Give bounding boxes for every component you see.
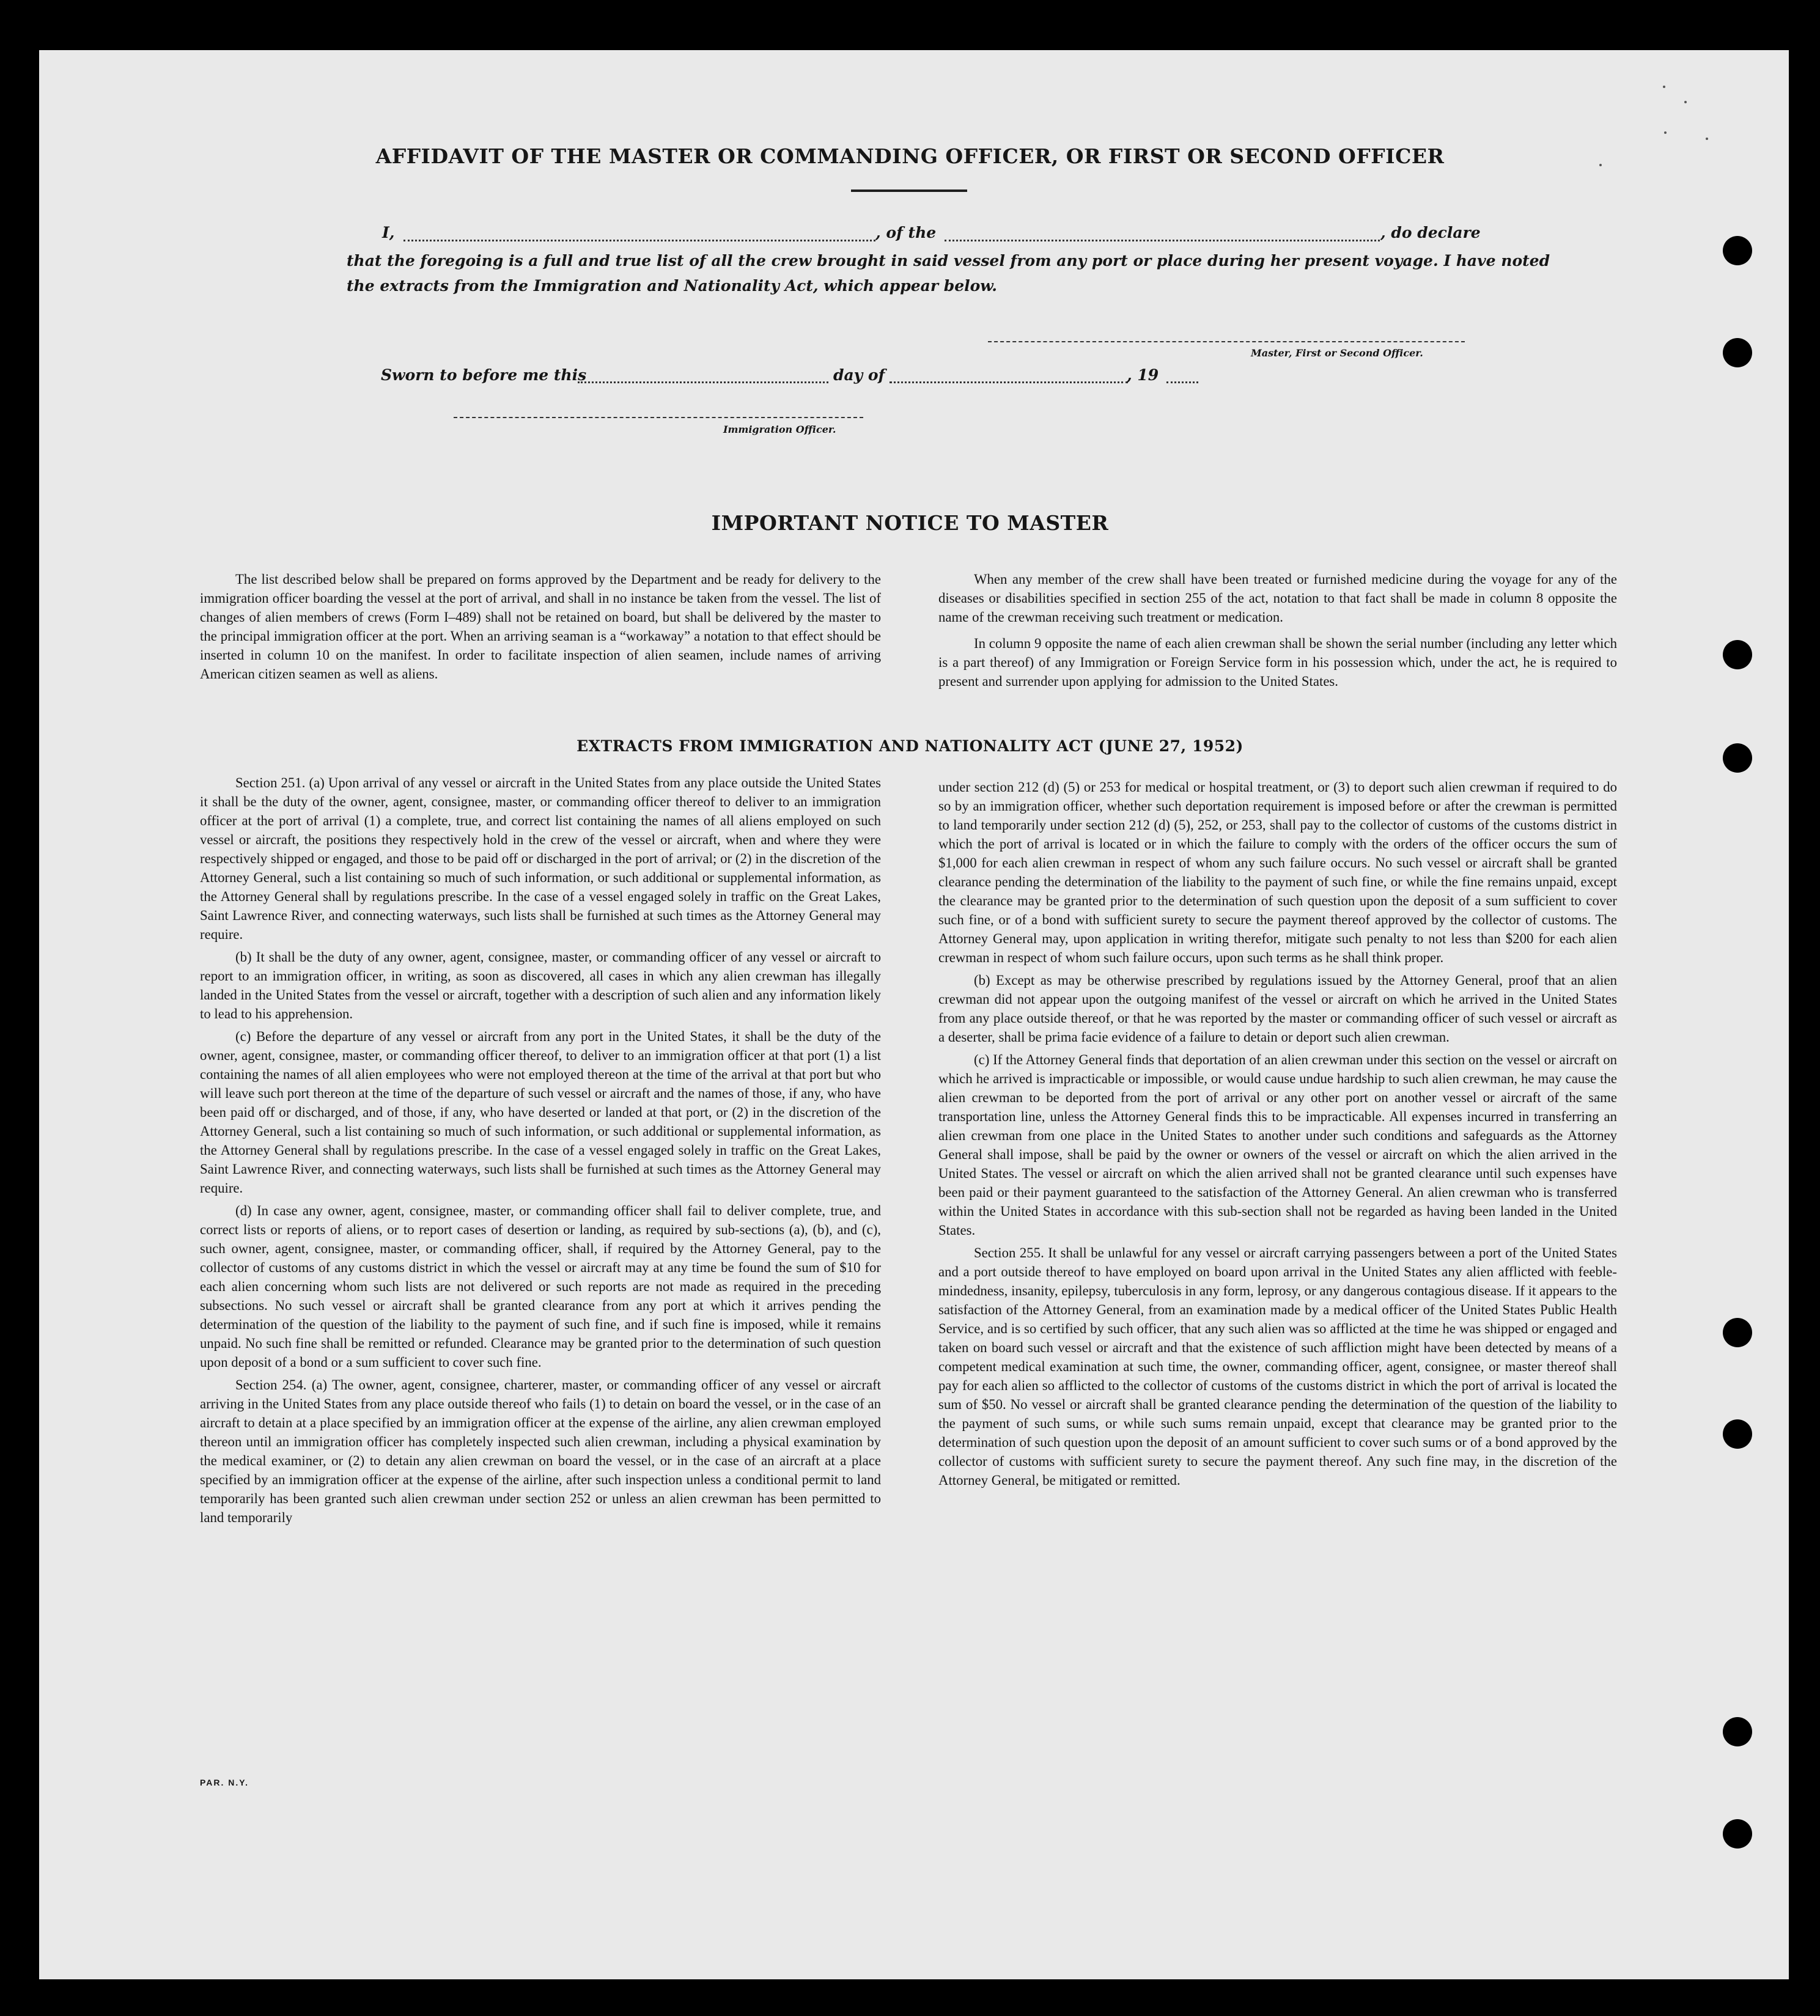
binder-hole xyxy=(1723,1419,1752,1449)
do-declare-label: , do declare xyxy=(1380,224,1481,241)
extracts-right-column xyxy=(938,778,1617,1490)
binder-hole xyxy=(1723,640,1752,669)
section-251-d: (d) In case any owner, agent, consignee, master, or commanding officer shall fail to deliver complete, true, and correct lists or reports of aliens, or to report cases of desertion or landing, as required by sub-sections (a), (b), and (c), such owner, agent, consignee, master, or commanding officer, shall, if required by the Attorney General, pay to the collector of customs of any customs district in which the vessel or aircraft may at any time be found the sum of $10 for each alien concerning whom such lists are not delivered or such reports are not made as required in the preceding subsections. No such vessel or aircraft shall be granted clearance from any port at which it arrives pending the determination of the question of the liability to the payment of such fine, and if such fine is imposed, while it remains unpaid. No such fine shall be remitted or refunded. Clearance may be granted prior to the determination of such question upon deposit of a bond or a sum sufficient to cover such fine. xyxy=(200,1203,881,1370)
printer-mark: PAR. N.Y. xyxy=(200,1778,249,1787)
title-rule xyxy=(851,189,967,192)
speck xyxy=(1664,131,1667,134)
section-254-c: (c) If the Attorney General finds that deportation of an alien crewman under this section on the vessel or aircraft on which he arrived is impracticable or impossible, or would cause undue hardship to such alien crewman, he may cause the alien crewman to be deported from the port of arrival or any other port on another vessel or aircraft of the same transportation line, unless the Attorney General finds this to be impracticable. All expenses incurred in transferring an alien crewman from one place in the United States to another under such conditions and safeguards as the Attorney General shall impose, shall be paid by the owner or owners of the vessel or aircraft on which the alien arrived in the United States. The vessel or aircraft on which the alien arrived shall not be granted clearance until such expenses have been paid or their payment guaranteed to the satisfaction of the Attorney General. An alien crewman who is transferred within the United States in accordance with this sub-section shall not be regarded as having been landed in the United States. xyxy=(938,1052,1617,1238)
notice-title: IMPORTANT NOTICE TO MASTER xyxy=(711,511,1109,535)
master-signature-line[interactable] xyxy=(988,330,1465,342)
immigration-officer-signature-line[interactable] xyxy=(454,406,863,418)
section-251-a: Section 251. (a) Upon arrival of any vessel or aircraft in the United States from any place outside the United States it shall be the duty of the owner, agent, consignee, master, or commanding officer thereof to deliver to an immigration officer at the port of arrival (1) a complete, true, and correct list containing the names of all aliens employed on such vessel or aircraft, the positions they respectively hold in the crew of the vessel or aircraft, when and where they were respectively shipped or engaged, and those to be paid off or discharged in the port of arrival; or (2) in the discretion of the Attorney General, such a list containing so much of such information, or such additional or supplemental information, as the Attorney General shall by regulations prescribe. In the case of a vessel engaged solely in traffic on the Great Lakes, Saint Lawrence River, and connecting waterways, such lists shall be furnished at such times as the Attorney General may require. xyxy=(200,775,881,942)
notice-left-paragraph: The list described below shall be prepared on forms approved by the Department and be ready for delivery to the immigration officer boarding the vessel at the port of arrival, and shall in no instance be taken from the vessel. The list of changes of alien members of crews (Form I–489) shall not be retained on board, but shall be delivered by the master to the principal immigration officer at the port. When an arriving seaman is a “workaway” a notation to that effect should be inserted in column 10 on the manifest. In order to facilitate inspection of alien seamen, include names of arriving American citizen seamen as well as aliens. xyxy=(200,572,881,682)
binder-hole xyxy=(1723,1819,1752,1849)
extracts-left-column xyxy=(200,773,881,1527)
of-the-label: , of the xyxy=(875,224,937,241)
vessel-name-field[interactable] xyxy=(945,226,1380,241)
master-signature-caption: Master, First or Second Officer. xyxy=(1251,347,1423,359)
section-255: Section 255. It shall be unlawful for any vessel or aircraft carrying passengers between a port of the United States and a port outside thereof to have employed on board upon arrival in the United States any alien afflicted with feeble-mindedness, insanity, epilepsy, tuberculosis in any form, leprosy, or any dangerous contagious disease. If it appears to the satisfaction of the Attorney General, from an examination made by a medical officer of the United States Public Health Service, and is so certified by such officer, that any such alien was so afflicted at the time he was shipped or engaged and taken on board such vessel or aircraft and that the existence of such affliction might have been detected by means of a competent medical examination at such time, the owner, commanding officer, agent, consignee, or master thereof shall pay for each alien so afflicted to the collector of customs of the customs district in which the port of arrival is located the sum of $50. No vessel or aircraft shall be granted clearance pending the determination of the question of the liability to the payment of such sums, or while such sums remain unpaid, except that clearance may be granted prior to the determination of such question upon the deposit of an amount sufficient to cover such sums or of a bond approved by the collector of customs with sufficient surety to secure the payment thereof. Any such fine may, in the discretion of the Attorney General, be mitigated or remitted. xyxy=(938,1245,1617,1488)
section-254-b: (b) Except as may be otherwise prescribed by regulations issued by the Attorney General, proof that an alien crewman did not appear upon the outgoing manifest of the vessel or aircraft on which he arrived in the United States from any place outside thereof, or that he was reported by the master or commanding officer of such vessel or aircraft as a deserter, shall be prima facie evidence of a failure to detain or deport such alien crewman. xyxy=(938,973,1617,1045)
year-label: , 19 xyxy=(1127,366,1159,384)
section-254-a-continued: under section 212 (d) (5) or 253 for medical or hospital treatment, or (3) to deport such alien crewman if required to do so by an immigration officer, whether such deportation requirement is imposed before or after the crewman is permitted to land temporarily under section 212 (d) (5), 252, or 253, shall pay to the collector of customs of the customs district in which the port of arrival is located or in which the failure to comply with the orders of the officer occurs the sum of $1,000 for each alien crewman in respect of whom any such failure occurs. No such vessel or aircraft shall be granted clearance pending the determination of the liability to the payment of such fine, or while the fine remains unpaid, except the clearance may be granted prior to the determination of such question upon the deposit of a sum sufficient to cover such fine, or of a bond with sufficient surety to secure the payment thereof approved by the collector of customs. The Attorney General may, upon application in writing therefor, mitigate such penalty to not less than $200 for each alien crewman in respect of whom such failure occurs, upon such terms as he shall think proper. xyxy=(938,779,1617,965)
notice-right-paragraph-2: In column 9 opposite the name of each alien crewman shall be shown the serial number (including any letter which is a part thereof) of any Immigration or Foreign Service form in his possession which, under the act, he is required to present and surrender upon applying for admission to the United States. xyxy=(938,636,1617,689)
speck xyxy=(1706,138,1708,140)
notice-right-column xyxy=(938,570,1617,691)
immigration-officer-caption: Immigration Officer. xyxy=(723,424,836,435)
sworn-label: Sworn to before me this xyxy=(381,366,587,384)
declaration-line-2: the extracts from the Immigration and Nationality Act, which appear below. xyxy=(347,277,998,295)
speck xyxy=(1684,101,1687,103)
speck xyxy=(1663,86,1665,88)
sworn-day-field[interactable] xyxy=(578,369,828,383)
binder-hole xyxy=(1723,338,1752,367)
sworn-year-field[interactable] xyxy=(1166,369,1198,383)
binder-hole xyxy=(1723,1717,1752,1746)
notice-left-column xyxy=(200,570,881,683)
affidavit-title: AFFIDAVIT OF THE MASTER OR COMMANDING OFFICER, OR FIRST OR SECOND OFFICER xyxy=(375,144,1445,168)
section-251-b: (b) It shall be the duty of any owner, agent, consignee, master, or commanding officer of any vessel or aircraft to report to an immigration officer, in writing, as soon as discovered, all cases in which any alien crewman has illegally landed in the United States from the vessel or aircraft, together with a description of such alien and any information likely to lead to his apprehension. xyxy=(200,949,881,1021)
extracts-title: EXTRACTS FROM IMMIGRATION AND NATIONALITY ACT (JUNE 27, 1952) xyxy=(577,737,1243,755)
day-of-label: day of xyxy=(833,366,885,384)
notice-right-paragraph-1: When any member of the crew shall have been treated or furnished medicine during the voyage for any of the diseases or disabilities specified in section 255 of the act, notation to that fact shall be made in column 8 opposite the name of the crewman receiving such treatment or medication. xyxy=(938,572,1617,625)
declarant-name-field[interactable] xyxy=(403,226,875,241)
declaration-line-1: that the foregoing is a full and true list of all the crew brought in said vessel from any port or place during her present voyage. I have noted xyxy=(347,252,1550,270)
binder-hole xyxy=(1723,1318,1752,1347)
i-label: I, xyxy=(382,224,395,241)
sworn-month-field[interactable] xyxy=(890,369,1128,383)
section-254-a: Section 254. (a) The owner, agent, consignee, charterer, master, or commanding officer of any vessel or aircraft arriving in the United States from any place outside thereof who fails (1) to detain on board the vessel, or in the case of an aircraft to detain at a place specified by an immigration officer at the expense of the airline, any alien crewman employed thereon until an immigration officer has completely inspected such alien crewman, including a physical examination by the medical examiner, or (2) to detain any alien crewman on board the vessel, or in the case of an aircraft at a place specified by an immigration officer at the expense of the airline, after such inspection unless a conditional permit to land temporarily has been granted such alien crewman under section 252 or unless an alien crewman has been permitted to land temporarily xyxy=(200,1377,881,1525)
section-251-c: (c) Before the departure of any vessel or aircraft from any port in the United States, it shall be the duty of the owner, agent, consignee, master, or commanding officer thereof, to deliver to an immigration officer at that port (1) a list containing the names of all alien employees who were not employed thereon at the time of the arrival at that port but who will leave such port thereon at the time of the departure of such vessel or aircraft and the names of those, if any, who have been paid off or discharged, and of those, if any, who have deserted or landed at that port, or (2) in the discretion of the Attorney General, such a list containing so much of such information, or such additional or supplemental information, as the Attorney General shall by regulations prescribe. In the case of a vessel engaged solely in traffic on the Great Lakes, Saint Lawrence River, and connecting waterways, such lists shall be furnished at such times as the Attorney General may require. xyxy=(200,1029,881,1196)
binder-hole xyxy=(1723,236,1752,265)
